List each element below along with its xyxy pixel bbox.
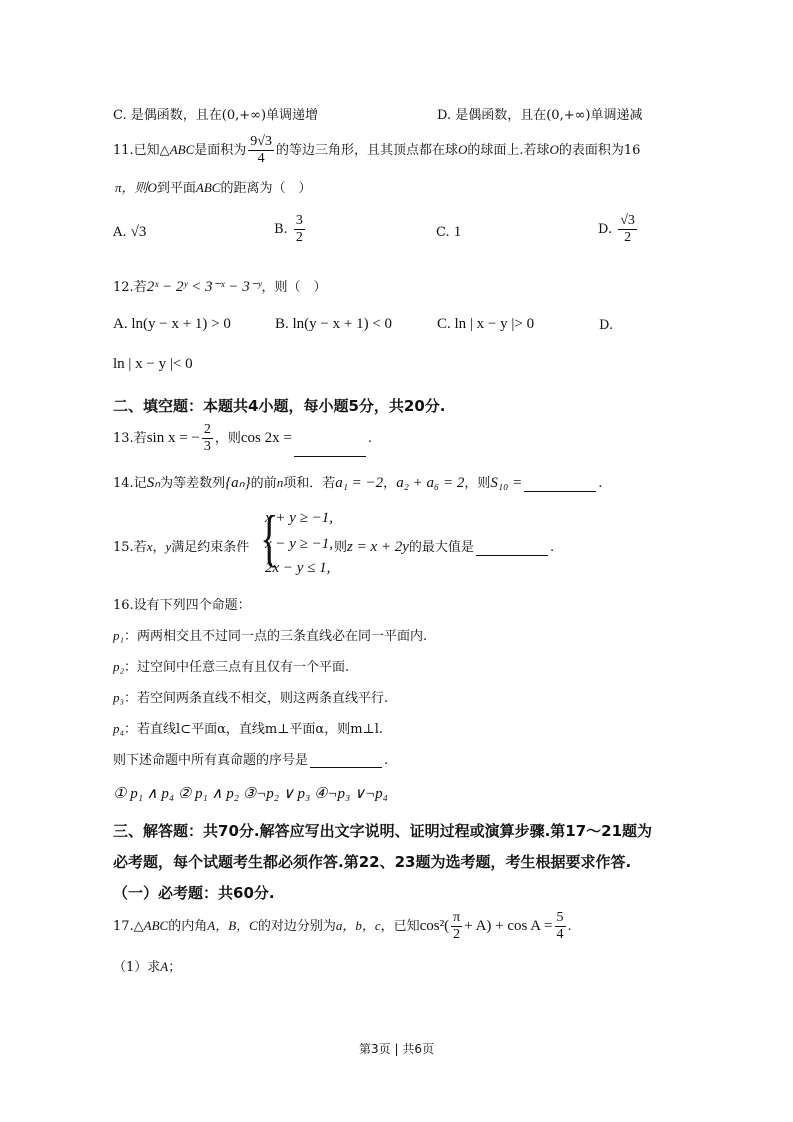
q14-sn: Sₙ	[146, 475, 161, 491]
q14-n: n	[276, 475, 284, 490]
q17-part1	[113, 956, 181, 975]
frac-num: 3	[295, 213, 303, 228]
q11-abc: ABC	[169, 142, 195, 157]
q17-pi-fraction	[451, 910, 462, 943]
frac-num: 2	[203, 422, 211, 437]
q12-option-d-value: ln | x − y |< 0	[113, 356, 193, 372]
q16-p3	[113, 687, 388, 706]
q11-area-fraction	[248, 134, 274, 167]
answer-blank[interactable]	[476, 541, 548, 556]
proposition-label: p₂	[113, 659, 125, 674]
q14-text: ，	[383, 476, 397, 491]
option-value: 1	[453, 224, 462, 240]
q12-suffix: ，则（ ）	[261, 280, 327, 295]
q17-rhs-fraction	[555, 910, 566, 943]
q17-cos-mid: + A) + cos A =	[464, 918, 553, 934]
q11-option-c	[436, 224, 461, 241]
frac-num: π	[453, 910, 461, 925]
q14-a2a6: a₂ + a₆ = 2	[396, 475, 465, 491]
q11-prefix: 11.已知△	[113, 143, 170, 158]
q11-text: 到平面	[156, 181, 196, 196]
q15-z: z = x + 2y	[347, 539, 409, 555]
q15-x: x	[146, 539, 153, 554]
q12-option-b: B. ln(y − x + 1) < 0	[275, 316, 393, 332]
frac-num: √3	[620, 213, 635, 228]
page-footer: 第3页 | 共6页	[359, 1042, 434, 1056]
q15-y: y	[165, 539, 172, 554]
frac-den: 2	[295, 230, 303, 245]
q14-text: 的前	[250, 476, 277, 491]
q11-frac-num: 9√3	[250, 134, 272, 149]
section-3-subheading: （一）必考题：共60分.	[113, 884, 275, 902]
q11-o: O	[549, 142, 559, 157]
q13-prefix: 13.若	[113, 431, 147, 446]
proposition-text: ：两两相交且不过同一点的三条直线必在同一平面内.	[124, 629, 428, 644]
q15-text: 的最大值是	[408, 540, 474, 555]
q17-text: ，已知	[380, 919, 420, 934]
frac-num: 5	[556, 910, 564, 925]
q14-end: .	[598, 476, 603, 491]
section-3-heading-line2: 必考题，每个试题考生都必须作答.第22、23题为选考题，考生根据要求作答.	[113, 853, 632, 871]
q13-lhs: sin x = −	[146, 430, 200, 446]
q11-o: O	[457, 142, 468, 157]
q11-text: 是面积为	[194, 143, 247, 158]
q16-question	[113, 749, 388, 768]
option-value: √3	[130, 224, 147, 240]
q16-end: .	[384, 753, 389, 768]
q12-prefix: 12.若	[113, 280, 147, 295]
q14-a1: a₁ = −2	[335, 475, 384, 491]
frac-den: 3	[203, 439, 211, 454]
q15-constraint-2: x − y ≥ −1,	[265, 536, 334, 552]
answer-blank[interactable]	[294, 442, 366, 457]
q15-text: 满足约束条件	[171, 540, 250, 555]
q14-s10: S₁₀ =	[490, 475, 523, 491]
q15-tail	[334, 536, 554, 556]
frac-den: 2	[453, 927, 461, 942]
proposition-label: p₃	[113, 690, 125, 705]
q17-prefix: 17.△	[113, 919, 144, 934]
q17-text: 的内角	[168, 919, 208, 934]
proposition-label: p₁	[113, 628, 125, 643]
q11-abc: ABC	[195, 180, 221, 195]
q11-option-b	[274, 213, 307, 246]
q15-prefix: 15.若	[113, 540, 147, 555]
q11-stem-line1	[113, 132, 640, 169]
q16-stem: 16.设有下列四个命题：	[113, 598, 251, 613]
answer-blank[interactable]	[524, 477, 596, 492]
brace-symbol: {	[260, 502, 279, 573]
q15-stem	[113, 536, 249, 555]
q11-text: π，则	[115, 180, 148, 195]
q12-option-d-label: D.	[599, 318, 614, 333]
q11-stem-line2	[115, 177, 312, 196]
section-3-heading-line1: 三、解答题：共70分.解答应写出文字说明、证明过程或演算步骤.第17～21题为	[113, 822, 653, 840]
q15-constraint-3: 2x − y ≤ 1,	[265, 560, 331, 576]
q11-text: 的等边三角形，且其顶点都在球	[275, 143, 458, 158]
q16-p4	[113, 718, 383, 737]
q17-text: 的对边分别为	[257, 919, 336, 934]
q11-text: 的距离为（ ）	[220, 181, 312, 196]
option-label: B.	[274, 222, 288, 237]
q13-end: .	[367, 431, 372, 446]
q17-abc: ABC	[143, 918, 169, 933]
q10-option-c: C. 是偶函数，且在(0,+∞)单调递增	[113, 108, 319, 123]
q11-text: 的表面积为16	[558, 143, 641, 158]
q10-option-d: D. 是偶函数，且在(0,+∞)单调递减	[437, 108, 643, 123]
answer-blank[interactable]	[310, 753, 382, 768]
q14-an: {aₙ}	[225, 475, 251, 491]
q16-choices: ① p₁ ∧ p₄ ② p₁ ∧ p₂ ③¬p₂ ∨ p₃ ④¬p₃ ∨¬p₄	[113, 786, 388, 802]
q11-option-a	[113, 224, 146, 241]
proposition-text: ：若直线l⊂平面α，直线m⊥平面α，则m⊥l.	[124, 722, 384, 737]
q14	[113, 472, 602, 492]
q17-part1-var: A	[160, 959, 169, 974]
q14-text: 项和．若	[283, 476, 336, 491]
option-label: D.	[598, 222, 613, 237]
q16-p1	[113, 625, 427, 644]
option-label: C.	[436, 225, 450, 240]
q12-stem	[113, 276, 327, 296]
q11-text: 的球面上.若球	[467, 143, 550, 158]
q15-end: .	[549, 540, 555, 555]
q17-end: .	[567, 919, 572, 934]
q13-fraction	[202, 422, 213, 455]
proposition-text: ：若空间两条直线不相交，则这两条直线平行.	[124, 691, 389, 706]
q11-frac-den: 4	[257, 151, 265, 166]
q14-text: 为等差数列	[160, 476, 226, 491]
q17-part1-end: ；	[168, 960, 182, 975]
q17-angles: A，B，C	[207, 918, 258, 933]
q13	[113, 420, 372, 457]
q14-prefix: 14.记	[113, 476, 147, 491]
q11-o: O	[147, 180, 157, 195]
q14-text: ，则	[464, 476, 491, 491]
q15-constraint-1: x + y ≥ −1,	[265, 510, 334, 526]
q17-sides: a，b，c	[335, 918, 381, 933]
q12-expression: 2ˣ − 2ʸ < 3⁻ˣ − 3⁻ʸ	[146, 279, 262, 295]
q12-option-c: C. ln | x − y |> 0	[437, 316, 535, 332]
q15-text: ，	[152, 540, 166, 555]
q16-p2	[113, 656, 349, 675]
option-fraction	[618, 213, 637, 246]
q13-text: ，则	[214, 431, 241, 446]
section-2-heading: 二、填空题：本题共4小题，每小题5分，共20分.	[113, 397, 446, 415]
proposition-label: p₄	[113, 721, 125, 736]
frac-den: 4	[556, 927, 564, 942]
option-label: A.	[113, 225, 127, 240]
q17-stem	[113, 908, 572, 945]
q11-option-d	[598, 213, 639, 246]
q12-option-a: A. ln(y − x + 1) > 0	[113, 316, 231, 332]
proposition-text: ：过空间中任意三点有且仅有一个平面.	[124, 660, 350, 675]
frac-den: 2	[624, 230, 632, 245]
q16-ask: 则下述命题中所有真命题的序号是	[113, 753, 309, 768]
q17-part1-text: （1）求	[113, 960, 161, 975]
q17-cos-lhs: cos²(	[419, 918, 450, 934]
option-fraction	[294, 213, 305, 246]
q15-text: 则	[334, 540, 348, 555]
q13-rhs: cos 2x =	[240, 430, 292, 446]
